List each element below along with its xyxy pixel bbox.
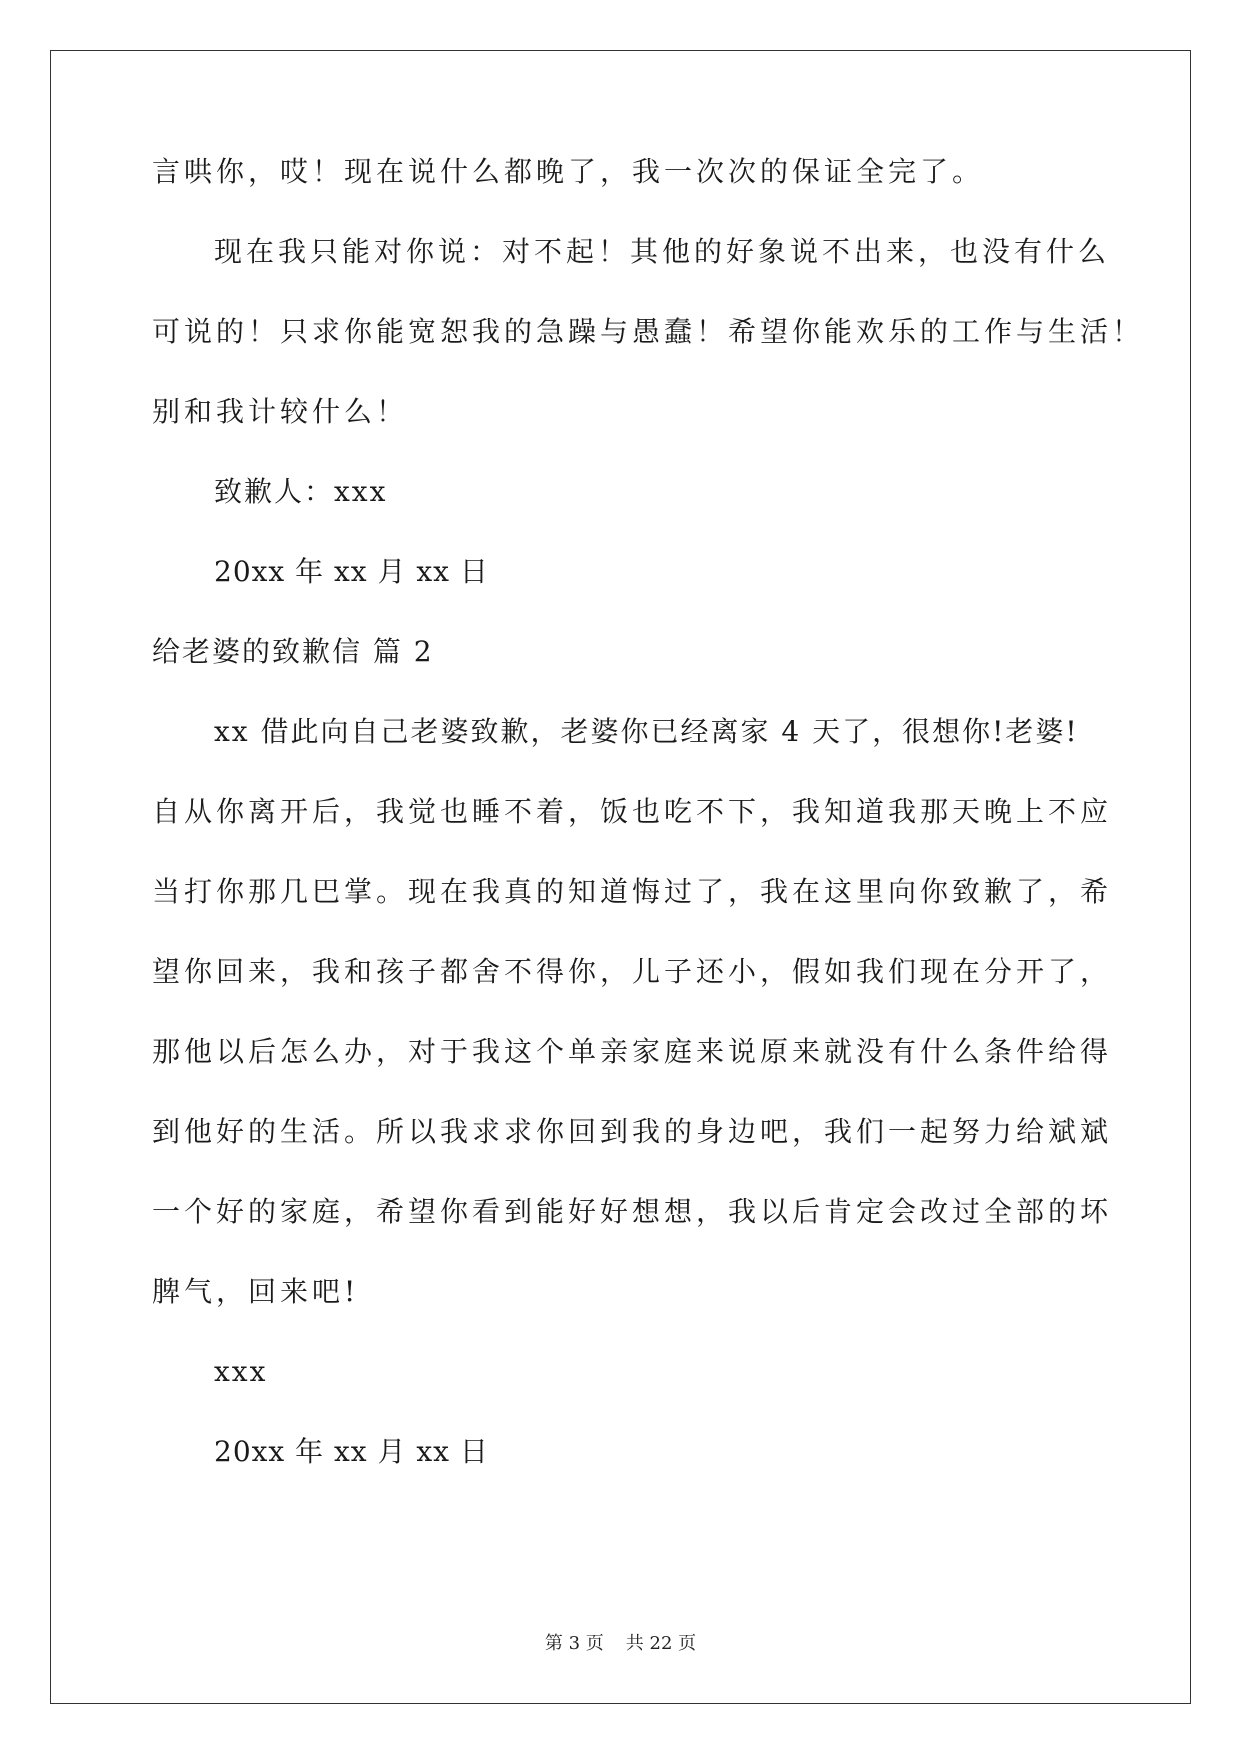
text-line: 脾气，回来吧! (152, 1275, 360, 1308)
signature-line: xxx (214, 1355, 268, 1388)
text-line: 当打你那几巴掌。现在我真的知道悔过了，我在这里向你致歉了，希 (152, 875, 1113, 908)
text-line: 自从你离开后，我觉也睡不着，饭也吃不下，我知道我那天晚上不应 (152, 795, 1113, 828)
text-line: 现在我只能对你说：对不起！其他的好象说不出来，也没有什么 (214, 235, 1111, 268)
page-number: 第 3 页 (544, 1633, 604, 1654)
signature-line: 致歉人：xxx (214, 475, 388, 508)
date-line: 20xx 年 xx 月 xx 日 (214, 555, 489, 588)
date-line: 20xx 年 xx 月 xx 日 (214, 1435, 489, 1468)
text-line: 可说的！只求你能宽恕我的急躁与愚蠢！希望你能欢乐的工作与生活！ (152, 315, 1145, 348)
page-total: 共 22 页 (625, 1633, 697, 1654)
text-line: 一个好的家庭，希望你看到能好好想想，我以后肯定会改过全部的坏 (152, 1195, 1113, 1228)
text-line: 望你回来，我和孩子都舍不得你，儿子还小，假如我们现在分开了， (152, 955, 1113, 988)
page-footer (0, 1632, 1241, 1656)
text-line: 那他以后怎么办，对于我这个单亲家庭来说原来就没有什么条件给得 (152, 1035, 1113, 1068)
text-line: 言哄你，哎！现在说什么都晚了，我一次次的保证全完了。 (152, 155, 985, 188)
text-line: 别和我计较什么！ (152, 395, 409, 428)
section-heading: 给老婆的致歉信 篇 2 (152, 635, 434, 668)
text-line: xx 借此向自己老婆致歉，老婆你已经离家 4 天了，很想你!老婆! (214, 715, 1079, 748)
text-line: 到他好的生活。所以我求求你回到我的身边吧，我们一起努力给斌斌 (152, 1115, 1113, 1148)
